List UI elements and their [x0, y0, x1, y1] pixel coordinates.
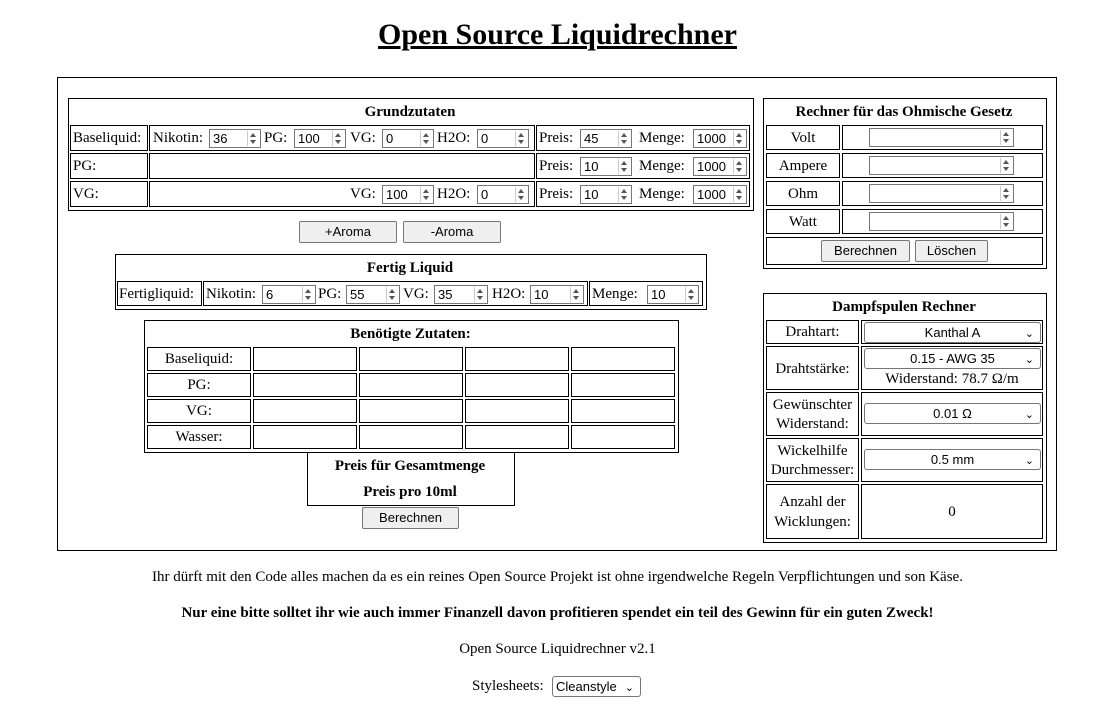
volt-input[interactable] [869, 128, 1014, 147]
grundzutaten-heading: Grundzutaten [364, 104, 456, 120]
durchmesser-label: Durchmesser: [770, 462, 855, 478]
spinner-icon[interactable] [247, 131, 259, 146]
result-cell [571, 425, 675, 449]
spinner-icon[interactable] [618, 159, 630, 174]
result-cell [253, 399, 357, 423]
base-preis-input[interactable]: 45 [580, 129, 632, 148]
spinner-icon[interactable] [733, 187, 745, 202]
pg-menge-label: Menge: [639, 158, 685, 174]
fertig-pg-label: PG: [318, 286, 342, 302]
base-vg-label: VG: [350, 130, 376, 146]
stylesheets-label: Stylesheets: [472, 678, 544, 694]
wickelhilfe-select[interactable]: 0.5 mm ⌄ [864, 449, 1041, 470]
spinner-icon[interactable] [1000, 130, 1012, 145]
preis-pro-10ml-label: Preis pro 10ml [363, 484, 457, 500]
row-label-vg: VG: [186, 403, 212, 419]
preis-gesamt-label: Preis für Gesamtmenge [334, 458, 486, 474]
fertig-h2o-label: H2O: [492, 286, 526, 302]
row-label-wasser: Wasser: [175, 429, 223, 445]
result-cell [465, 347, 569, 371]
spinner-icon[interactable] [302, 287, 314, 302]
base-h2o-label: H2O: [437, 130, 471, 146]
result-cell [359, 373, 463, 397]
vg-vg-input[interactable]: 100 [382, 185, 434, 204]
pg-row-label: PG: [73, 158, 97, 174]
stylesheet-select[interactable]: Cleanstyle ⌄ [552, 676, 641, 697]
base-menge-input[interactable]: 1000 [693, 129, 747, 148]
spinner-icon[interactable] [1000, 214, 1012, 229]
spinner-icon[interactable] [386, 287, 398, 302]
result-cell [359, 347, 463, 371]
fertig-nikotin-label: Nikotin: [206, 286, 257, 302]
spinner-icon[interactable] [733, 131, 745, 146]
pg-preis-input[interactable]: 10 [580, 157, 632, 176]
spinner-icon[interactable] [1000, 186, 1012, 201]
ohm-input[interactable] [869, 184, 1014, 203]
result-cell [465, 399, 569, 423]
anzahl-label: Anzahl der [779, 494, 846, 510]
spinner-icon[interactable] [515, 187, 527, 202]
row-label-pg: PG: [187, 377, 211, 393]
result-cell [571, 347, 675, 371]
page-title: Open Source Liquidrechner [378, 18, 737, 51]
pg-fields-cell [149, 153, 535, 179]
vg-preis-input[interactable]: 10 [580, 185, 632, 204]
vg-row-label: VG: [73, 186, 99, 202]
base-menge-label: Menge: [639, 130, 685, 146]
result-cell [359, 425, 463, 449]
spinner-icon[interactable] [685, 287, 697, 302]
calculate-button[interactable]: Berechnen [362, 507, 459, 529]
base-h2o-input[interactable]: 0 [477, 129, 529, 148]
fertig-pg-input[interactable]: 55 [346, 285, 400, 304]
vg-h2o-label: H2O: [437, 186, 471, 202]
fertig-menge-label: Menge: [592, 286, 638, 302]
result-cell [571, 399, 675, 423]
fertig-nikotin-input[interactable]: 6 [262, 285, 316, 304]
spinner-icon[interactable] [618, 131, 630, 146]
vg-vg-label: VG: [350, 186, 376, 202]
pg-preis-label: Preis: [539, 158, 574, 174]
base-pg-input[interactable]: 100 [294, 129, 346, 148]
spinner-icon[interactable] [420, 131, 432, 146]
base-pg-label: PG: [264, 130, 288, 146]
result-cell [253, 425, 357, 449]
version-text: Open Source Liquidrechner v2.1 [459, 641, 656, 657]
drahtstaerke-select[interactable]: 0.15 - AWG 35 ⌄ [864, 348, 1041, 369]
ohm-calculator-heading: Rechner für das Ohmische Gesetz [795, 104, 1013, 120]
watt-input[interactable] [869, 212, 1014, 231]
fertig-vg-input[interactable]: 35 [434, 285, 488, 304]
ohm-clear-button[interactable]: Löschen [915, 240, 988, 262]
fertig-vg-label: VG: [403, 286, 429, 302]
base-nikotin-input[interactable]: 36 [209, 129, 261, 148]
vg-menge-label: Menge: [639, 186, 685, 202]
result-cell [465, 373, 569, 397]
donation-text: Nur eine bitte solltet ihr wie auch immer Finanzell davon profitieren spendet ein teil des Gewinn für ein guten Zweck! [181, 605, 934, 621]
spinner-icon[interactable] [618, 187, 630, 202]
fertig-menge-input[interactable]: 10 [647, 285, 699, 304]
chevron-down-icon: ⌄ [1024, 328, 1034, 340]
spinner-icon[interactable] [332, 131, 344, 146]
chevron-down-icon: ⌄ [1024, 354, 1034, 366]
ohm-calculate-button[interactable]: Berechnen [821, 240, 910, 262]
ampere-label: Ampere [778, 158, 828, 174]
ampere-input[interactable] [869, 156, 1014, 175]
coil-calculator-heading: Dampfspulen Rechner [832, 299, 976, 315]
vg-menge-input[interactable]: 1000 [693, 185, 747, 204]
result-cell [253, 347, 357, 371]
wicklungen-label: Wicklungen: [774, 514, 851, 530]
base-nikotin-label: Nikotin: [153, 130, 204, 146]
drahtart-select[interactable]: Kanthal A ⌄ [864, 322, 1041, 343]
widerstand-info: Widerstand: 78.7 Ω/m [885, 371, 1019, 387]
spinner-icon[interactable] [474, 287, 486, 302]
base-label: Baseliquid: [73, 130, 142, 146]
benoetigte-zutaten-heading: Benötigte Zutaten: [350, 326, 471, 342]
fertig-liquid-heading: Fertig Liquid [366, 260, 454, 276]
spinner-icon[interactable] [733, 159, 745, 174]
volt-label: Volt [790, 130, 816, 146]
watt-label: Watt [789, 214, 817, 230]
result-cell [465, 425, 569, 449]
fertig-label: Fertigliquid: [119, 286, 194, 302]
spinner-icon[interactable] [570, 287, 582, 302]
drahtart-label: Drahtart: [785, 324, 840, 340]
pg-menge-input[interactable]: 1000 [693, 157, 747, 176]
drahtstaerke-label: Drahtstärke: [775, 361, 850, 377]
chevron-down-icon: ⌄ [1024, 409, 1034, 421]
vg-preis-label: Preis: [539, 186, 574, 202]
spinner-icon[interactable] [420, 187, 432, 202]
ohm-label: Ohm [788, 186, 818, 202]
chevron-down-icon: ⌄ [624, 682, 634, 694]
wickelhilfe-label: Wickelhilfe [777, 443, 848, 459]
row-label-baseliquid: Baseliquid: [164, 351, 234, 367]
widerstand-label: Widerstand: [776, 416, 849, 432]
chevron-down-icon: ⌄ [1024, 455, 1034, 467]
vg-h2o-input[interactable]: 0 [477, 185, 529, 204]
fertig-h2o-input[interactable]: 10 [530, 285, 584, 304]
wicklungen-value: 0 [948, 504, 956, 520]
base-vg-input[interactable]: 0 [382, 129, 434, 148]
result-cell [253, 373, 357, 397]
result-cell [571, 373, 675, 397]
widerstand-select[interactable]: 0.01 Ω ⌄ [864, 403, 1041, 424]
result-cell [359, 399, 463, 423]
base-preis-label: Preis: [539, 130, 574, 146]
license-text: Ihr dürft mit den Code alles machen da es ein reines Open Source Projekt ist ohne irgendwelche Regeln Verpflichtungen und son Käse. [152, 569, 963, 585]
remove-aroma-button[interactable]: -Aroma [403, 221, 501, 243]
spinner-icon[interactable] [1000, 158, 1012, 173]
spinner-icon[interactable] [515, 131, 527, 146]
add-aroma-button[interactable]: +Aroma [299, 221, 397, 243]
gewuenschter-label: Gewünschter [772, 397, 853, 413]
